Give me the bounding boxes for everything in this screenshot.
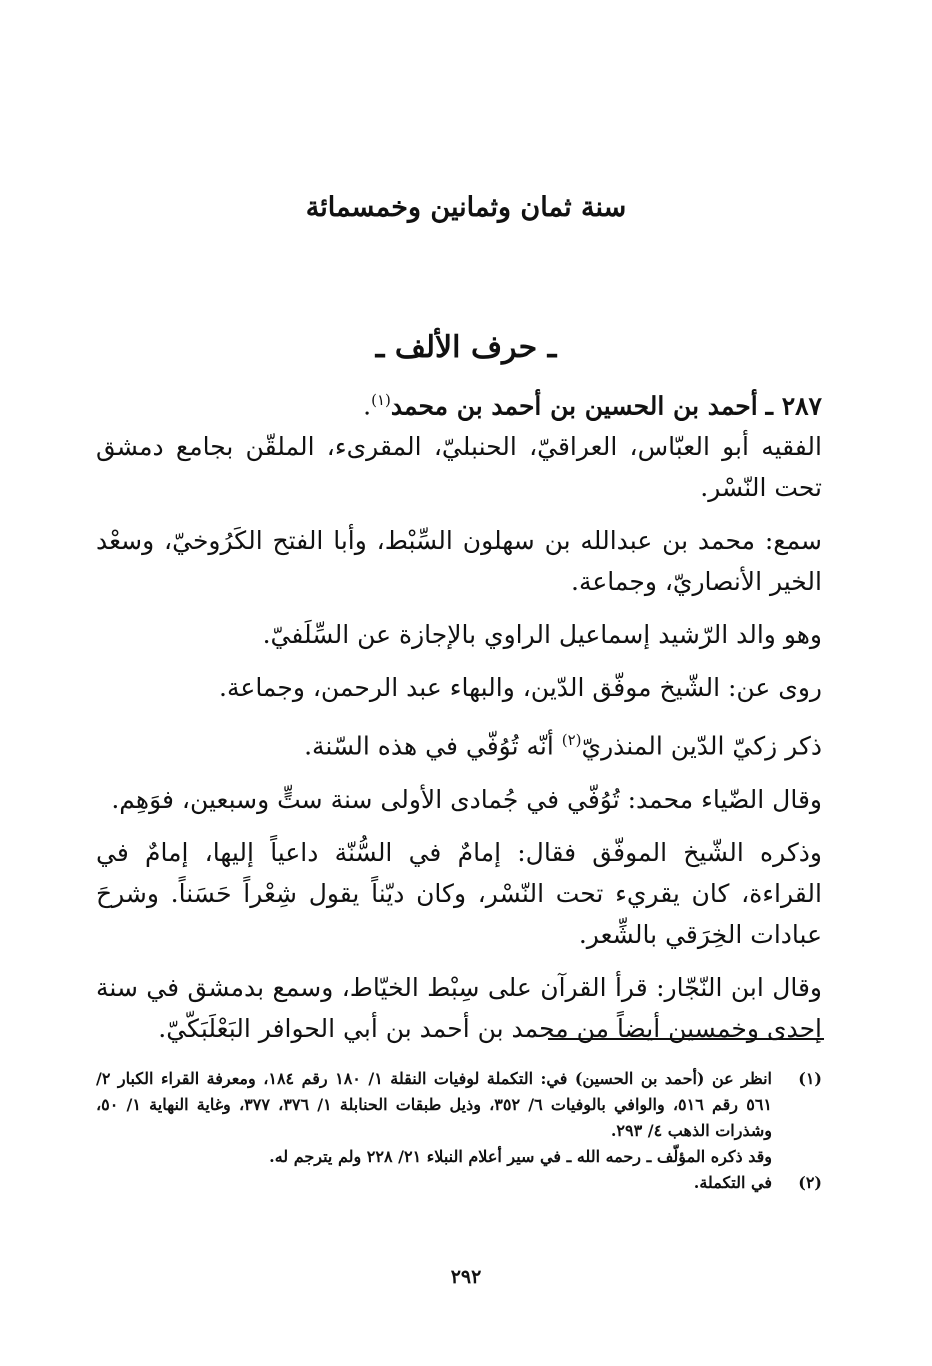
paragraph-narrators: روى عن: الشّيخ موفّق الدّين، والبهاء عبد الرحمن، وجماعة. (219, 673, 822, 703)
paragraph-death-mundhiri-after: أنّه تُوُفّي في هذه السّنة. (304, 731, 562, 761)
letter-heading: ـ حرف الألف ـ (375, 330, 557, 365)
paragraph-death-diya: وقال الضّياء محمد: تُوُفّي في جُمادى الأولى سنة ستٍّ وسبعين، فوَهِم. (111, 784, 822, 814)
footnote-marker: (١) (798, 1069, 822, 1088)
page-number: ٢٩٢ (450, 1266, 482, 1288)
entry-heading (96, 380, 822, 426)
footnote-body (96, 1170, 772, 1196)
entry-name-end: . (363, 391, 372, 421)
footnote-extra: وقد ذكره المؤلّف ـ رحمه الله ـ في سير أعلام النبلاء ٢١/ ٢٢٨ ولم يترجم له. (269, 1147, 772, 1166)
footnote-1 (96, 1066, 822, 1170)
entry-name: أحمد بن الحسين بن أحمد بن محمد (390, 391, 758, 421)
paragraph-death-mundhiri-before: ذكر زكيّ الدّين المنذريّ (581, 731, 822, 761)
entry-number: ٢٨٧ ـ (765, 391, 822, 421)
footnote-body (96, 1066, 772, 1170)
footnote-ref-1: (١) (371, 391, 391, 409)
paragraph-ibn-najjar: وقال ابن النّجّار: قرأ القرآن على سِبْط الخيّاط، وسمع بدمشق في سنة إحدى وخمسين أيضاً من محمد بن أحمد بن أبي الحوافر البَعْلَبَكّيّ. (96, 972, 822, 1043)
paragraph-teachers: سمع: محمد بن عبدالله بن سهلون السِّبْط، وأبا الفتح الكَرُوخيّ، وسعْد الخير الأنصاريّ، وجماعة. (96, 526, 822, 597)
paragraph-muwaffaq: وذكره الشّيخ الموفّق فقال: إمامٌ في السُّنّة داعياً إليها، إمامٌ في القراءة، كان يقريء تحت النّسْر، وكان ديّناً يقول شِعْراً حَسَناً. وشرحَ عبادات الخِرَقي بالشِّعر. (96, 837, 822, 949)
main-text (96, 380, 822, 1061)
footnote-marker: (٢) (798, 1173, 822, 1192)
footnote-text: في التكملة. (693, 1173, 772, 1192)
footnote-ref-2: (٢) (561, 731, 582, 750)
footnote-text: انظر عن (أحمد بن الحسين) في: التكملة لوفيات النقلة ١/ ١٨٠ رقم ١٨٤، ومعرفة القراء الكبار ٢/ ٥٦١ رقم ٥١٦، والوافي بالوفيات ٦/ ٣٥٢، وذيل طبقات الحنابلة ١/ ٣٧٦، ٣٧٧، وغاية النهاية ١/ ٥٠، وشذرات الذهب ٤/ ٢٩٣. (96, 1069, 773, 1140)
footnote-2 (96, 1170, 822, 1196)
footnote-divider (548, 1038, 824, 1040)
footnotes (96, 1066, 822, 1196)
paragraph-titles: الفقيه أبو العبّاس، العراقيّ، الحنبليّ، المقرىء، الملقّن بجامع دمشق تحت النّسْر. (96, 432, 822, 503)
paragraph-son: وهو والد الرّشيد إسماعيل الراوي بالإجازة عن السِّلَفيّ. (262, 620, 822, 650)
paragraph-death-mundhiri (96, 720, 822, 766)
year-heading: سنة ثمان وثمانين وخمسمائة (305, 192, 627, 223)
